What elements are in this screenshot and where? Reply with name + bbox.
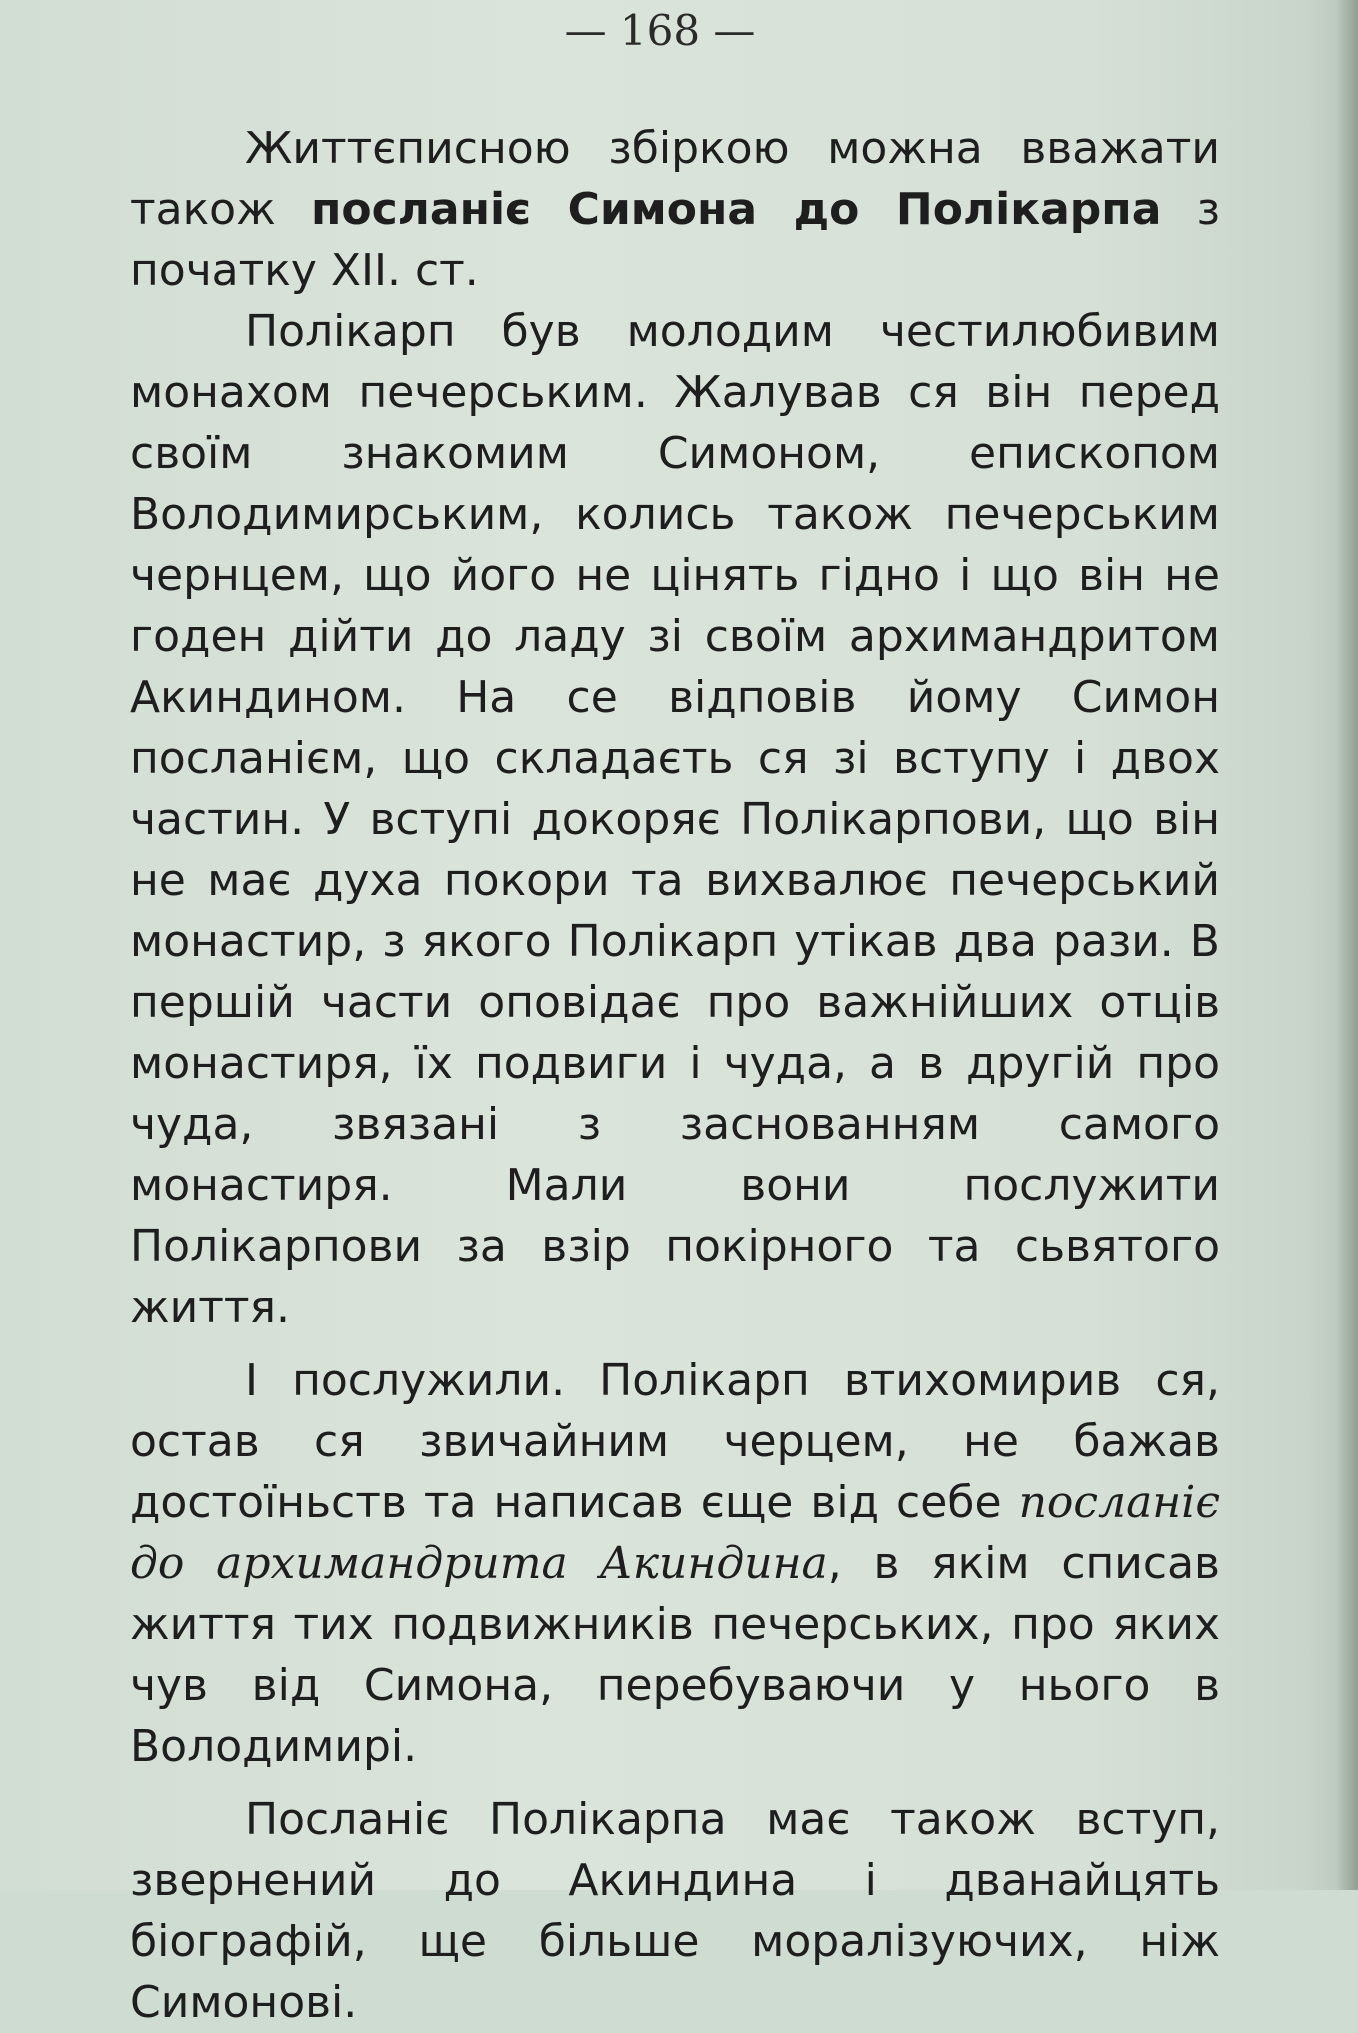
paragraph-2: Полікарп був молодим честилюбивим монахом печерським. Жалував ся він перед своїм знакомим Симоном, епископом Володимирським, колись також печерським чернцем, що його не цінять гідно і що він не годен дійти до ладу зі своїм архимандритом Акиндином. На се відповів йому Симон посланієм, що складаєть ся зі вступу і двох частин. У вступі докоряє Полікарпови, що він не має духа покори та вихвалює печерський монастир, з якого Полікарп утікав два рази. В першій части оповідає про важнійших отців монастиря, їх подвиги і чуда, а в другій про чуда, звязані з заснованням самого монастиря. Мали вони послужити Полікарпови за взір покірного та сьвятого життя. (130, 306, 1220, 1333)
paragraph-4: Посланіє Полікарпа має також вступ, звернений до Акиндина і дванайцять біографій, ще більше моралізуючих, ніж Симонові. (130, 1794, 1220, 2028)
page-number: — 168 — (564, 6, 756, 55)
paragraph-1 (130, 118, 1220, 301)
paragraph-3 (130, 1350, 1220, 1777)
body-text (130, 118, 1220, 2033)
paragraph-1-tail: з початку XII. ст. (130, 184, 1221, 296)
page-edge-shadow (1336, 0, 1358, 1890)
bold-title-simon-epistle: посланіє Симона до Полікарпа (310, 184, 1162, 235)
paragraph-1-text: Життєписною збіркою можна вважати також (130, 123, 1220, 235)
paragraph-3-text: І послужили. Полікарп втихомирив ся, остав ся звичайним черцем, не бажав достоїньств та написав єще від себе (130, 1355, 1220, 1528)
italic-title-polikarp-epistle: посланіє до архимандрита Акиндина (130, 1477, 1220, 1589)
paragraph-3-tail: , в якім списав життя тих подвижників печерських, про яких чув від Симона, перебуваючи у нього в Володимирі. (130, 1538, 1220, 1772)
